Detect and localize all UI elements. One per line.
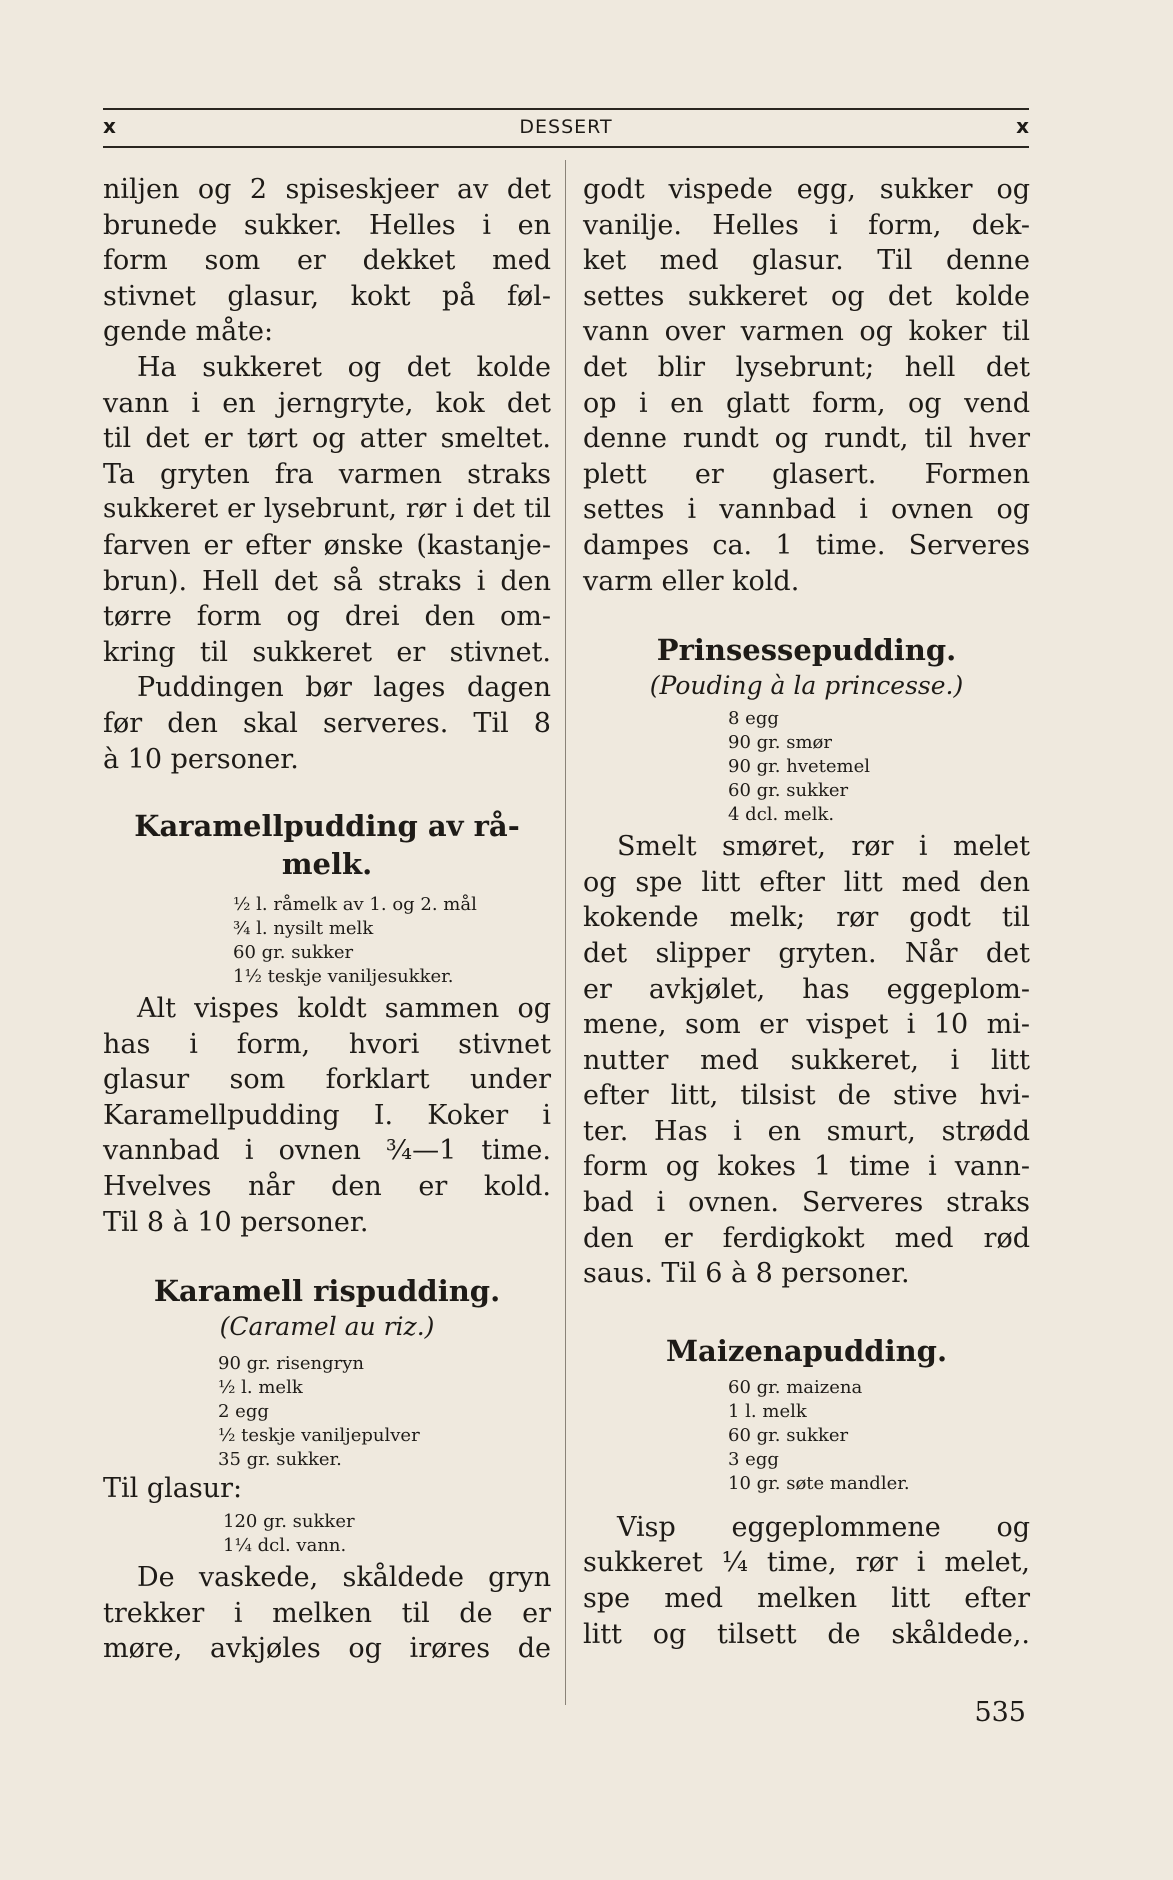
text-line: gende måte:	[103, 316, 274, 348]
recipe-body	[103, 991, 551, 1240]
recipe-body	[583, 829, 1030, 1292]
glasur-ingredient-list	[103, 1510, 551, 1558]
text-line: has i form, hvori stivnet	[103, 1028, 551, 1060]
text-line: brun). Hell det så straks i den	[103, 565, 551, 597]
text-line: Til 8 à 10 personer.	[103, 1206, 369, 1238]
ingredient-list	[103, 1352, 551, 1472]
text-line: Hvelves når den er kold.	[103, 1171, 551, 1203]
recipe-subtitle: (Caramel au riz.)	[219, 1312, 435, 1342]
page-number: 535	[974, 1697, 1026, 1728]
text-line: vann over varmen og koker til	[583, 316, 1030, 348]
text-line: kring til sukkeret er stivnet.	[103, 636, 551, 668]
intro-paragraph	[103, 172, 551, 777]
recipe-title: Karamellpudding av rå-	[134, 809, 520, 844]
ingredient-list	[103, 893, 551, 989]
text-line: Ta gryten fra varmen straks	[103, 458, 551, 490]
text-line: det slipper gryten. Når det	[583, 937, 1030, 969]
text-line: nutter med sukkeret, i litt	[583, 1044, 1030, 1076]
text-line: Puddingen bør lages dagen	[137, 672, 551, 704]
ingredient: 35 gr. sukker.	[218, 1449, 342, 1471]
intro-paragraph	[583, 172, 1030, 599]
ingredient: ½ l. melk	[218, 1377, 303, 1399]
ingredient: 60 gr. sukker	[728, 1424, 849, 1446]
text-line: er avkjølet, has eggeplom-	[583, 973, 1030, 1005]
text-line: dampes ca. 1 time. Serveres	[583, 529, 1030, 561]
recipe-body	[583, 1510, 1030, 1652]
text-line: saus. Til 6 à 8 personer.	[583, 1258, 910, 1290]
text-line: tørre form og drei den om-	[103, 601, 551, 633]
recipe-title: Prinsessepudding.	[656, 633, 957, 668]
text-line: den er ferdigkokt med rød	[583, 1222, 1030, 1254]
text-line: Ha sukkeret og det kolde	[137, 351, 551, 383]
text-line: møre, avkjøles og irøres de	[103, 1633, 551, 1665]
glasur-label: Til glasur:	[103, 1473, 243, 1505]
text-line: sukkeret er lysebrunt, rør i det til	[103, 494, 551, 525]
text-line: til det er tørt og atter smeltet.	[103, 423, 551, 455]
recipe-subtitle: (Pouding à la princesse.)	[649, 671, 964, 701]
header-ornament-right: x	[1016, 114, 1029, 138]
text-line: Karamellpudding I. Koker i	[103, 1099, 551, 1131]
text-line: denne rundt og rundt, til hver	[583, 423, 1030, 455]
ingredient-list	[583, 707, 1030, 827]
text-line: godt vispede egg, sukker og	[583, 174, 1030, 205]
running-header	[103, 114, 1029, 142]
text-line: Smelt smøret, rør i melet	[617, 831, 1030, 863]
text-line: det blir lysebrunt; hell det	[583, 351, 1030, 383]
ingredient: 1½ teskje vaniljesukker.	[233, 966, 454, 988]
text-line: spe med melken litt efter	[583, 1583, 1030, 1615]
recipe-maizenapudding	[583, 1332, 1030, 1652]
ingredient-list	[583, 1376, 1030, 1496]
text-line: litt og tilsett de skåldede,.	[583, 1618, 1030, 1650]
text-line: efter litt, tilsist de stive hvi-	[583, 1080, 1030, 1112]
recipe-prinsessepudding	[583, 631, 1030, 1292]
header-rule-bottom	[103, 146, 1029, 148]
ingredient: 60 gr. sukker	[233, 942, 354, 964]
ingredient: 60 gr. maizena	[728, 1376, 863, 1398]
text-line: før den skal serveres. Til 8	[103, 707, 551, 739]
ingredient: 60 gr. sukker	[728, 780, 849, 802]
recipe-title: Karamell rispudding.	[153, 1274, 501, 1309]
right-column	[583, 172, 1030, 1652]
text-line: plett er glasert. Formen	[583, 458, 1030, 490]
text-line: stivnet glasur, kokt på føl-	[103, 280, 551, 312]
text-line: settes i vannbad i ovnen og	[583, 494, 1030, 526]
text-line: à 10 personer.	[103, 743, 299, 775]
header-rule-top	[103, 108, 1029, 110]
text-line: Alt vispes koldt sammen og	[137, 993, 551, 1025]
ingredient: 4 dcl. melk.	[728, 804, 835, 826]
text-line: kokende melk; rør godt til	[583, 902, 1030, 934]
ingredient: 90 gr. smør	[728, 732, 832, 754]
text-line: varm eller kold.	[583, 565, 800, 597]
ingredient: 90 gr. risengryn	[218, 1353, 364, 1375]
text-line: trekker i melken til de er	[103, 1597, 551, 1629]
ingredient: 3 egg	[728, 1448, 779, 1470]
recipe-title: melk.	[281, 847, 373, 882]
text-line: op i en glatt form, og vend	[583, 387, 1030, 419]
text-line: Visp eggeplommene og	[617, 1511, 1030, 1543]
ingredient: 90 gr. hvetemel	[728, 756, 870, 778]
section-title: DESSERT	[519, 116, 613, 138]
recipe-karamellpudding-raamelk	[103, 807, 551, 1240]
text-line: ket med glasur. Til denne	[583, 245, 1030, 277]
ingredient: 1¼ dcl. vann.	[223, 1535, 347, 1557]
ingredient: 1 l. melk	[728, 1400, 807, 1422]
text-line: brunede sukker. Helles i en	[103, 209, 551, 241]
text-line: De vaskede, skåldede gryn	[137, 1562, 551, 1594]
recipe-title: Maizenapudding.	[665, 1333, 948, 1368]
left-column	[103, 172, 551, 1667]
text-line: glasur som forklart under	[103, 1064, 551, 1096]
text-line: bad i ovnen. Serveres straks	[583, 1187, 1030, 1219]
text-line: form som er dekket med	[103, 245, 551, 277]
column-divider	[565, 160, 566, 1705]
text-line: vann i en jerngryte, kok det	[103, 387, 551, 419]
ingredient: ¾ l. nysilt melk	[233, 918, 374, 940]
ingredient: ½ teskje vaniljepulver	[218, 1425, 420, 1447]
text-line: niljen og 2 spiseskjeer av det	[103, 174, 551, 205]
text-line: mene, som er vispet i 10 mi-	[583, 1009, 1030, 1041]
header-ornament-left: x	[103, 114, 116, 138]
text-line: ter. Has i en smurt, strødd	[583, 1115, 1030, 1147]
text-line: vannbad i ovnen ¾—1 time.	[103, 1135, 551, 1167]
text-line: vanilje. Helles i form, dek-	[583, 209, 1030, 241]
recipe-karamell-rispudding	[103, 1272, 551, 1667]
ingredient: 10 gr. søte mandler.	[728, 1472, 910, 1494]
text-line: og spe litt efter litt med den	[583, 866, 1030, 898]
text-line: form og kokes 1 time i vann-	[583, 1151, 1030, 1183]
text-line: farven er efter ønske (kastanje-	[103, 529, 551, 561]
text-line: settes sukkeret og det kolde	[583, 280, 1030, 312]
ingredient: 2 egg	[218, 1401, 269, 1423]
ingredient: ½ l. råmelk av 1. og 2. mål	[233, 894, 477, 916]
ingredient: 8 egg	[728, 708, 779, 730]
text-line: sukkeret ¼ time, rør i melet,	[583, 1547, 1030, 1579]
recipe-body	[103, 1560, 551, 1667]
ingredient: 120 gr. sukker	[223, 1511, 355, 1533]
